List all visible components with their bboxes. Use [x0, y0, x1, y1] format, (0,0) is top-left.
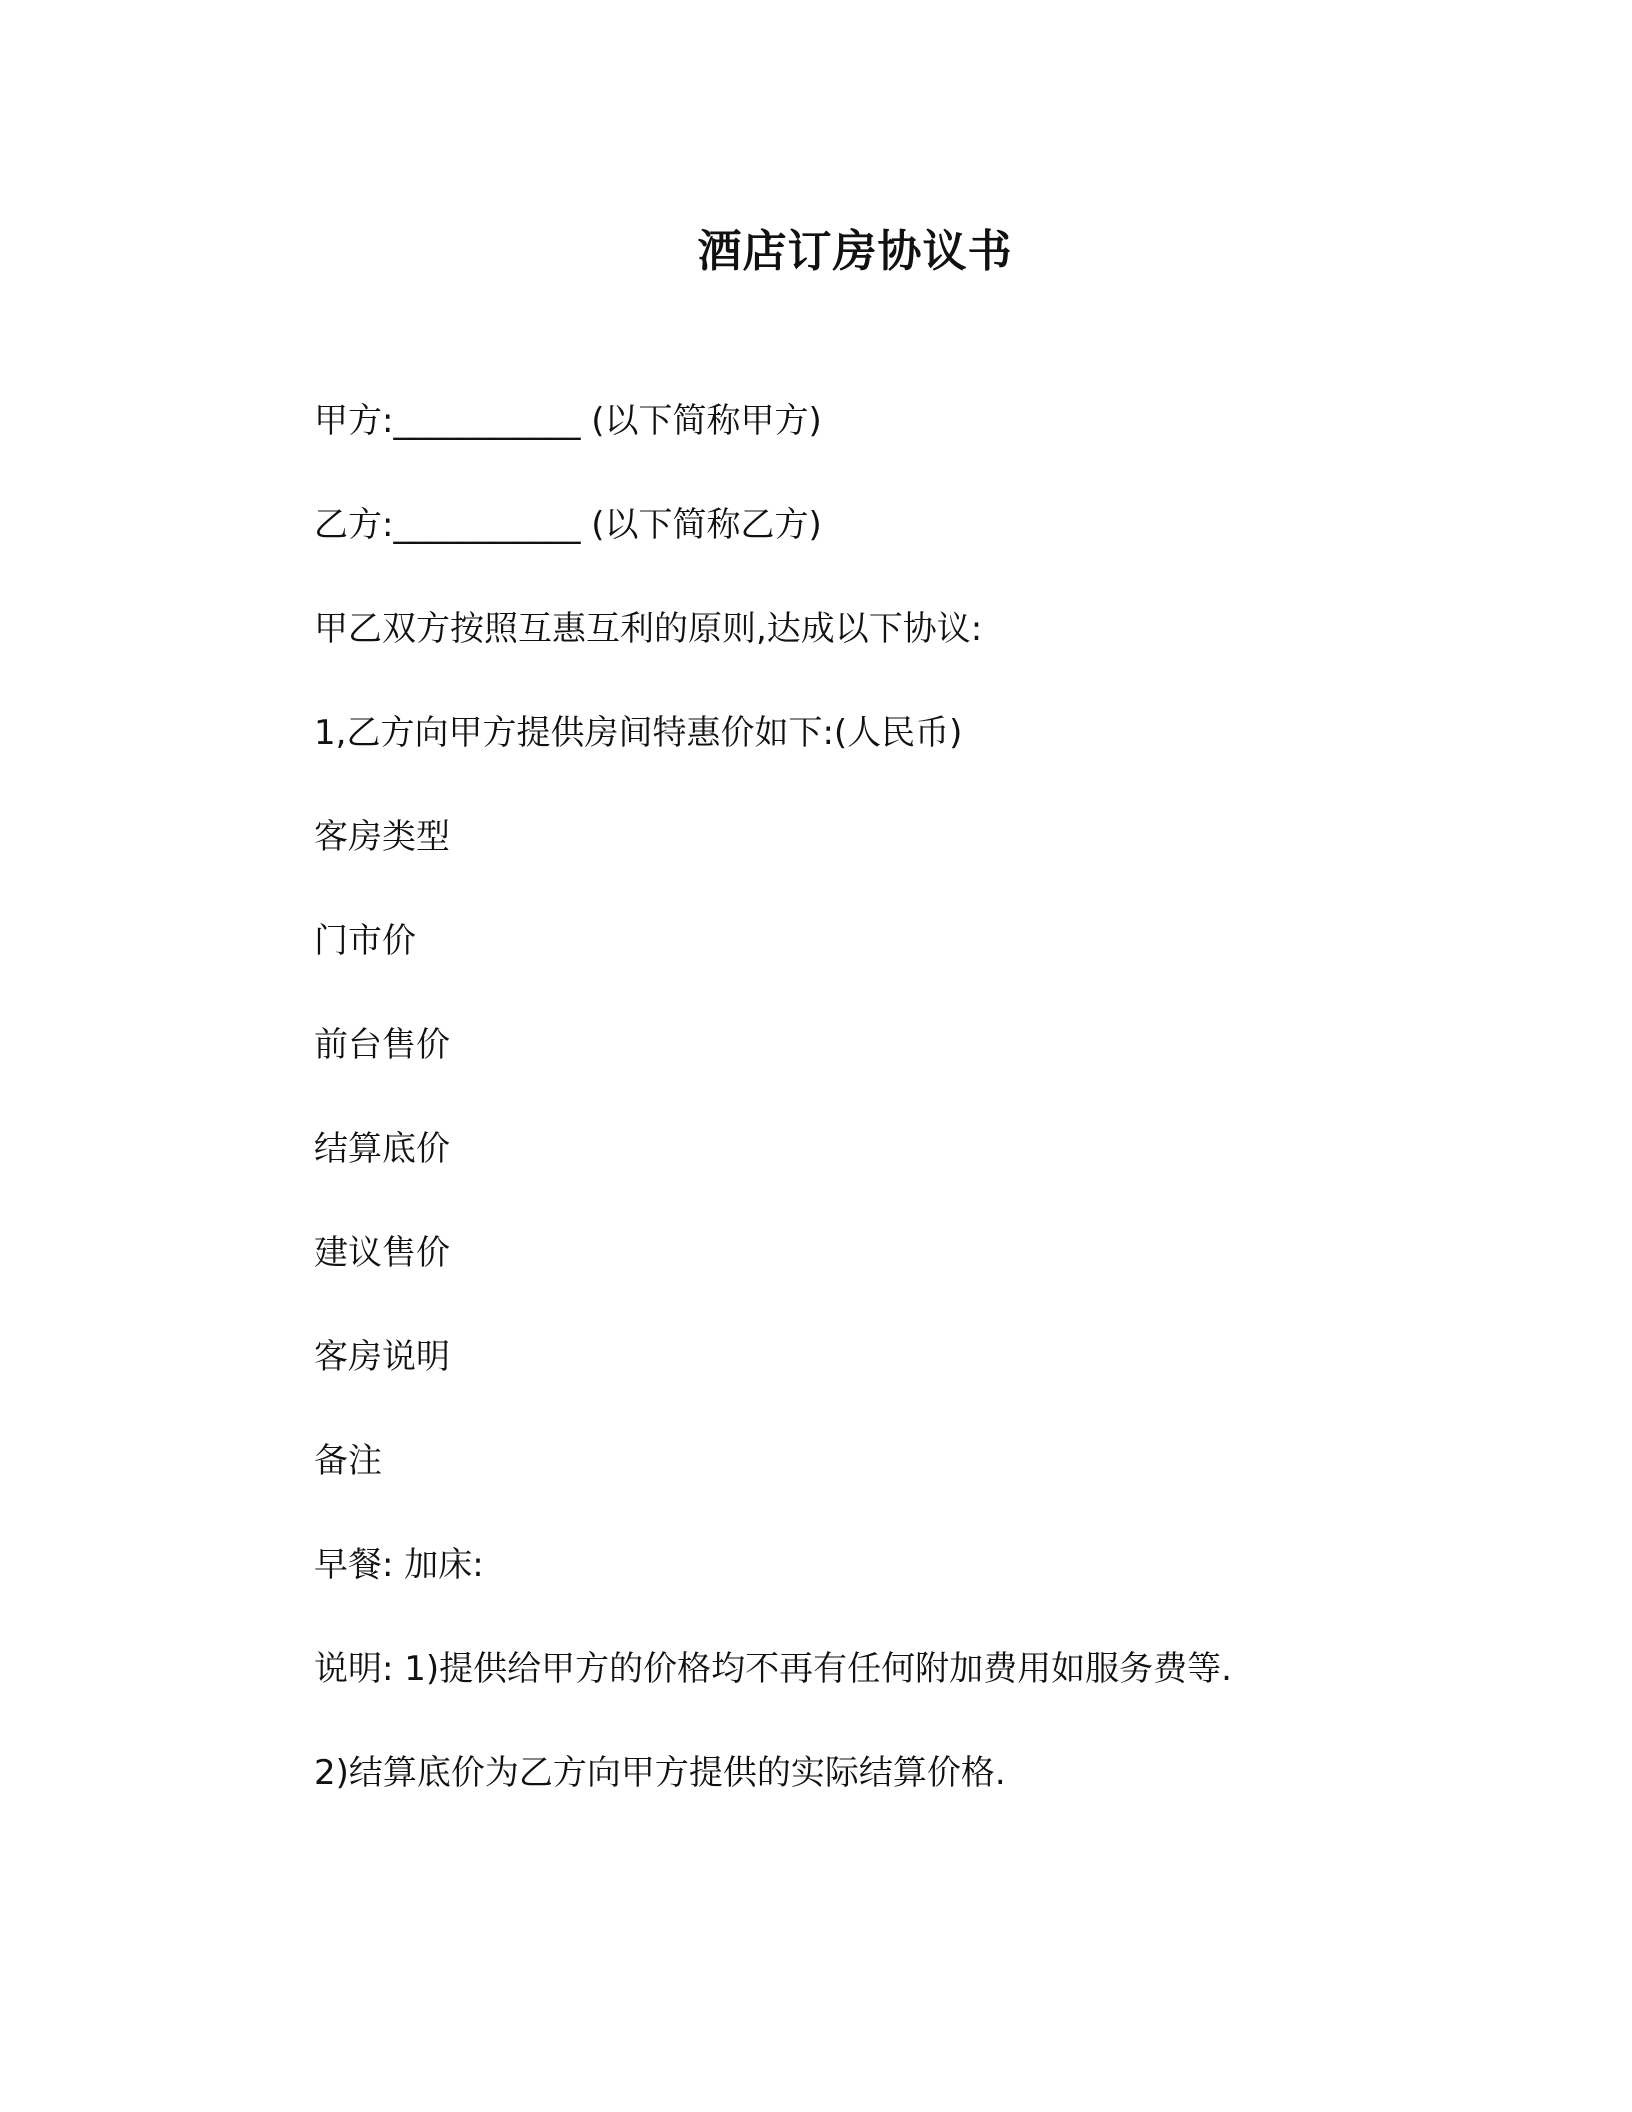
party-b-line: 乙方:___________ (以下简称乙方): [314, 505, 822, 545]
breakfast-extra-bed-line: 早餐: 加床:: [314, 1545, 484, 1585]
note-1-line: 说明: 1)提供给甲方的价格均不再有任何附加费用如服务费等.: [314, 1649, 1232, 1689]
party-a-line: 甲方:___________ (以下简称甲方): [314, 401, 822, 441]
agreement-intro: 甲乙双方按照互惠互利的原则,达成以下协议:: [314, 609, 983, 649]
settlement-price-label: 结算底价: [314, 1129, 450, 1169]
document-body: [314, 393, 1414, 1849]
room-type-label: 客房类型: [314, 817, 450, 857]
clause-1-heading: 1,乙方向甲方提供房间特惠价如下:(人民币): [314, 713, 963, 753]
remarks-label: 备注: [314, 1441, 382, 1481]
suggested-price-label: 建议售价: [314, 1233, 450, 1273]
front-desk-price-label: 前台售价: [314, 1025, 450, 1065]
note-2-line: 2)结算底价为乙方向甲方提供的实际结算价格.: [314, 1753, 1006, 1793]
document-title: 酒店订房协议书: [697, 226, 1013, 277]
rack-rate-label: 门市价: [314, 921, 416, 961]
room-description-label: 客房说明: [314, 1337, 450, 1377]
